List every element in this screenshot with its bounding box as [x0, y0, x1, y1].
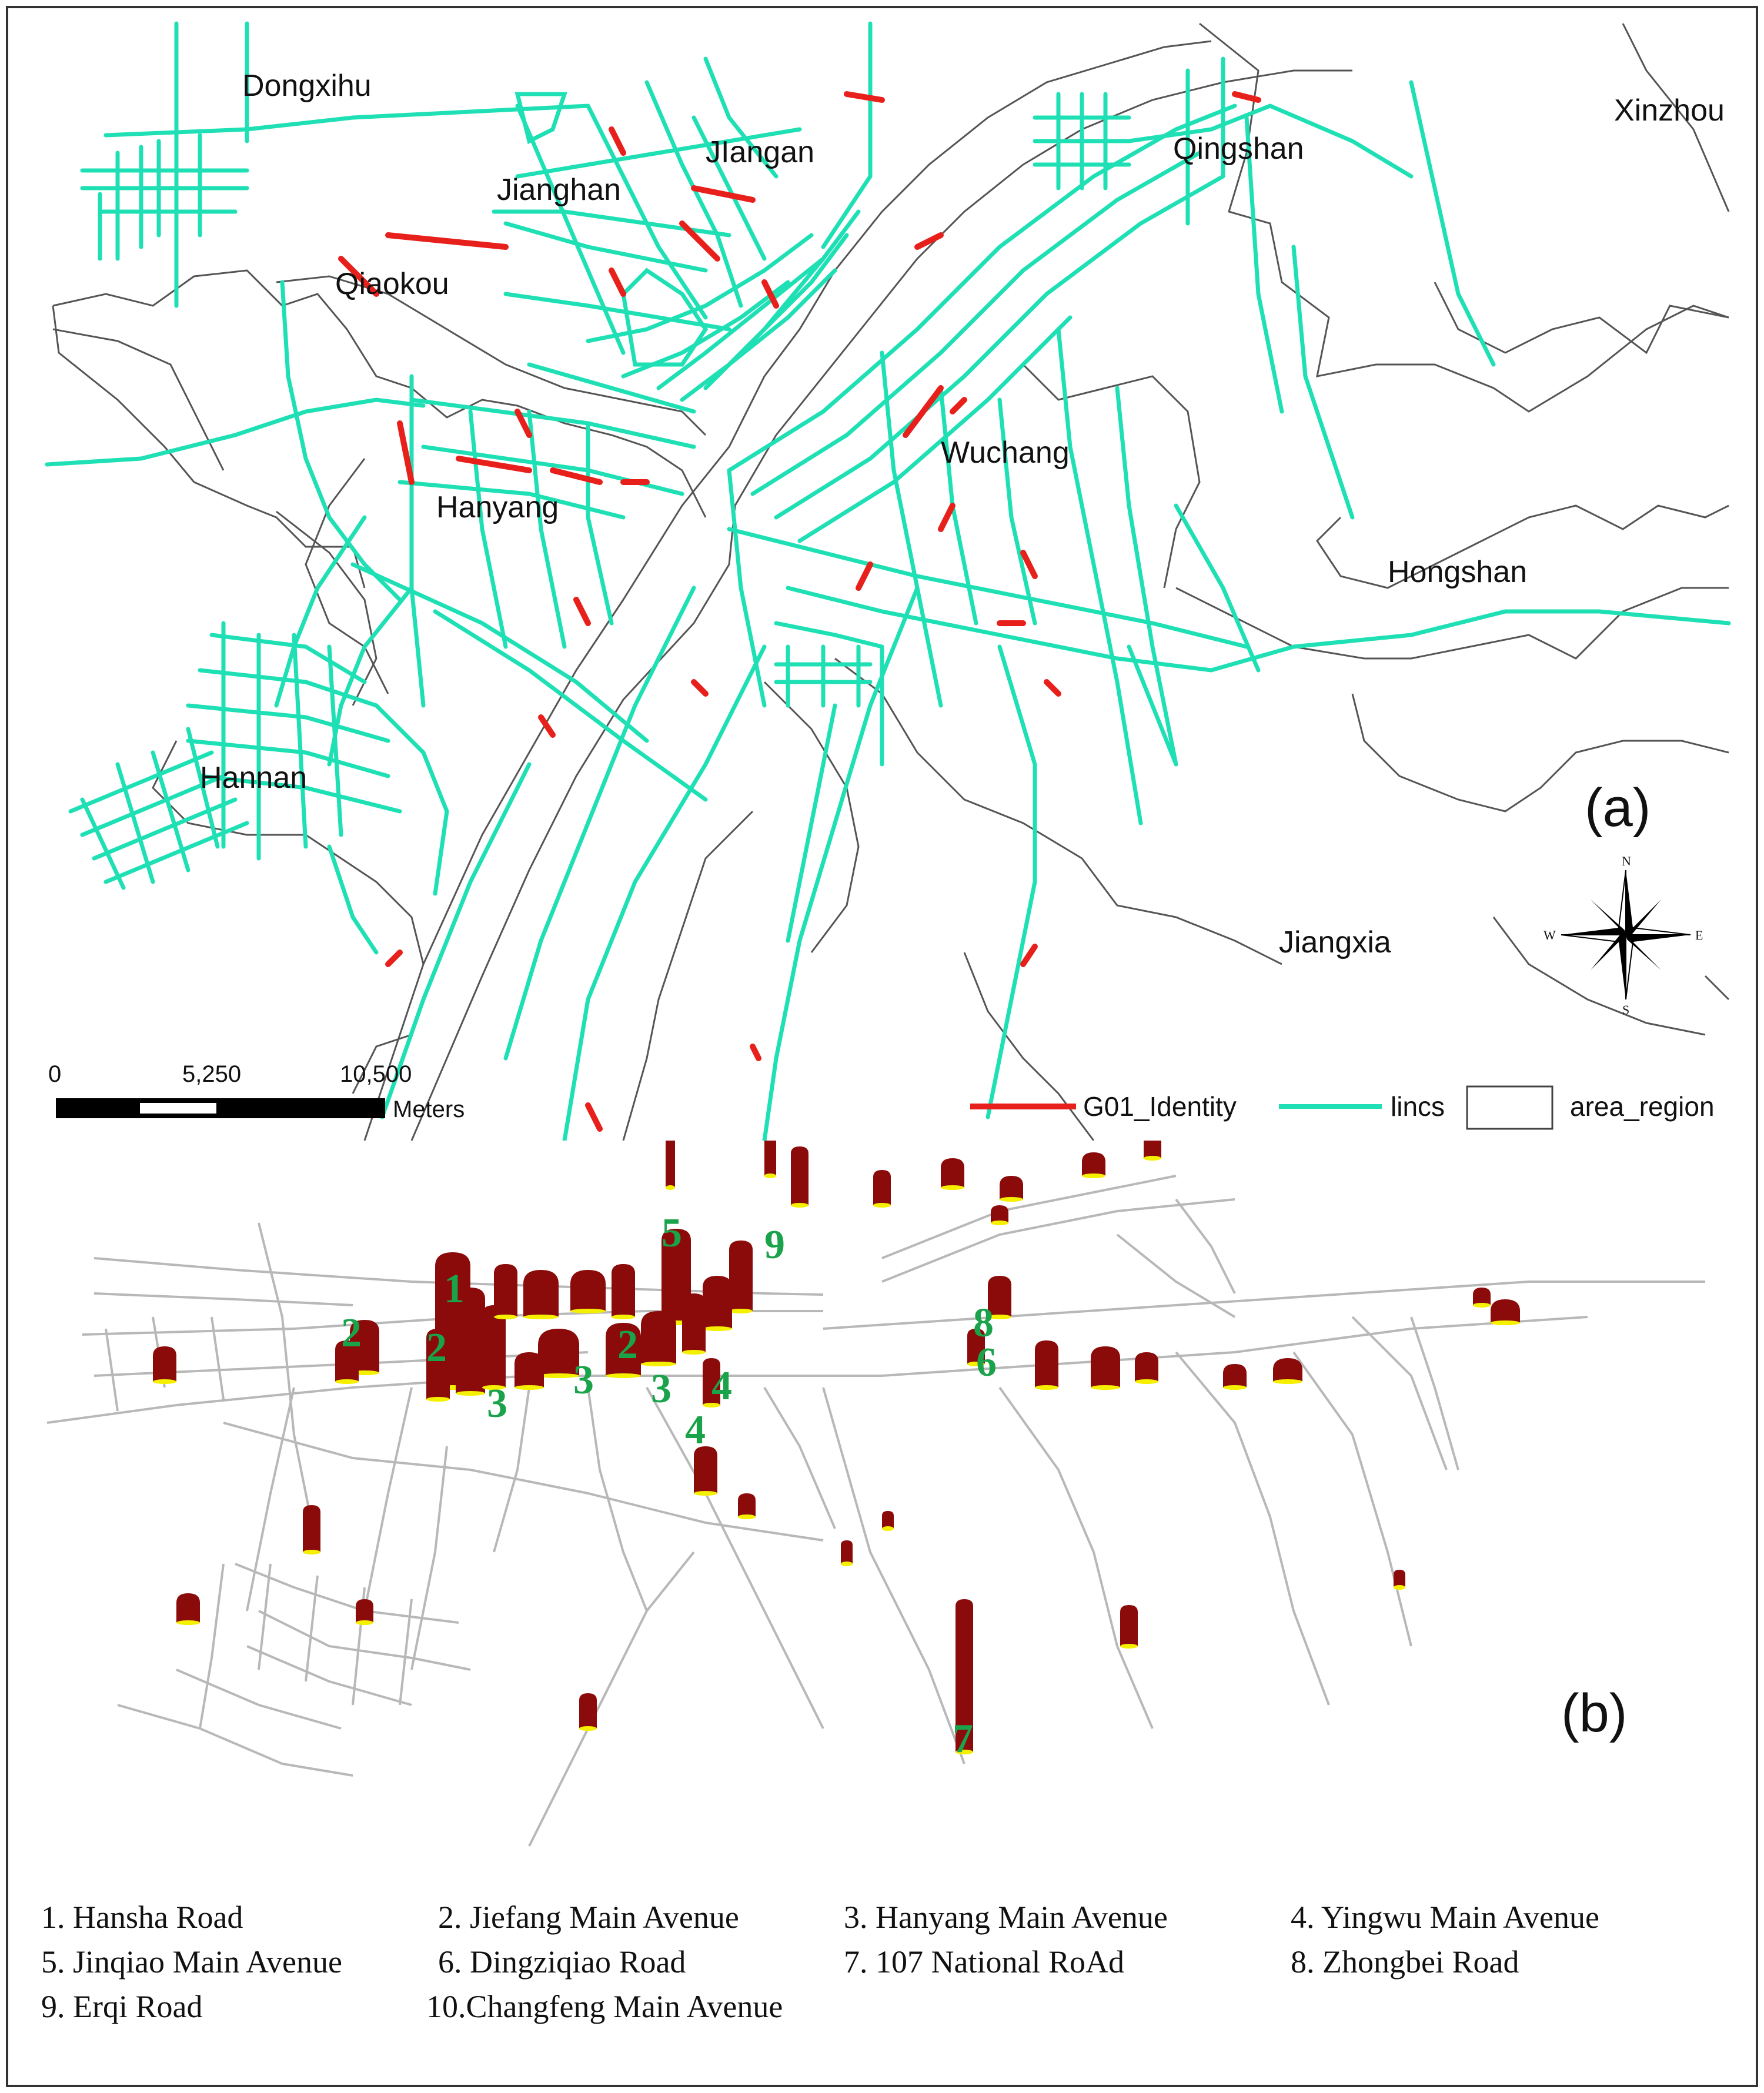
column-base — [570, 1309, 606, 1313]
road-list-row-3 — [41, 1988, 1735, 2033]
panel-b-letter: (b) — [1561, 1683, 1628, 1743]
congestion-column — [570, 1270, 606, 1311]
congestion-column — [1000, 1176, 1023, 1199]
column-base — [991, 1221, 1008, 1225]
road-item: 8. Zhongbei Road — [1291, 1944, 1519, 1980]
district-qiaokou: Qiaokou — [335, 267, 449, 301]
column-base — [176, 1620, 200, 1625]
congestion-column — [1135, 1352, 1158, 1382]
congestion-column — [641, 1311, 676, 1364]
road-number-8: 8 — [973, 1300, 994, 1346]
congestion-column — [738, 1493, 756, 1517]
congestion-column — [694, 1446, 717, 1493]
road-item: 2. Jiefang Main Avenue — [438, 1900, 739, 1935]
3d-congestion-map — [0, 1141, 1764, 1881]
column-base — [456, 1391, 485, 1396]
congestion-column — [1120, 1605, 1138, 1646]
district-jiangan: JIangan — [706, 135, 815, 169]
congestion-column — [841, 1540, 853, 1564]
column-base — [523, 1315, 559, 1319]
compass-n: N — [1622, 854, 1631, 868]
road-list-row-1 — [41, 1899, 1735, 1944]
district-wuchang: Wuchang — [941, 436, 1070, 470]
district-hanyang: Hanyang — [436, 490, 559, 524]
road-item: 3. Hanyang Main Avenue — [844, 1900, 1168, 1935]
road-item: 5. Jinqiao Main Avenue — [41, 1944, 342, 1980]
column-base — [612, 1315, 635, 1319]
column-base — [1082, 1173, 1105, 1178]
congestion-column — [1491, 1299, 1520, 1323]
column-base — [579, 1726, 597, 1731]
column-base — [1223, 1385, 1247, 1390]
congestion-column — [1394, 1570, 1405, 1587]
column-base — [426, 1397, 450, 1402]
district-jiangxia: Jiangxia — [1279, 925, 1391, 959]
column-base — [882, 1526, 894, 1531]
district-dongxihu: Dongxihu — [242, 69, 372, 103]
district-qingshan: Qingshan — [1173, 132, 1304, 166]
road-number-2c: 2 — [617, 1322, 638, 1368]
scale-unit: Meters — [393, 1096, 465, 1122]
scale-tick-5250: 5,250 — [182, 1061, 242, 1087]
road-number-1: 1 — [444, 1266, 465, 1312]
legend-region-label: area_region — [1570, 1091, 1715, 1122]
road-item: 4. Yingwu Main Avenue — [1291, 1900, 1599, 1935]
congestion-column — [991, 1205, 1008, 1223]
map-legend — [970, 1086, 1715, 1129]
column-base — [606, 1373, 641, 1378]
column-base — [682, 1350, 706, 1355]
congestion-column — [791, 1146, 808, 1205]
district-xinzhou: Xinzhou — [1614, 93, 1725, 128]
column-base — [494, 1315, 517, 1319]
road-item: 9. Erqi Road — [41, 1989, 203, 2024]
road-item: 1. Hansha Road — [41, 1900, 243, 1935]
district-labels — [200, 69, 1725, 959]
compass-e: E — [1695, 928, 1703, 942]
column-base — [941, 1185, 964, 1190]
road-number-3b: 3 — [573, 1358, 594, 1403]
congestion-column — [703, 1276, 732, 1329]
column-base — [1491, 1320, 1520, 1325]
congestion-column — [356, 1599, 373, 1623]
road-number-2a: 2 — [341, 1310, 362, 1356]
road-number-3c: 3 — [651, 1366, 671, 1412]
column-base — [738, 1514, 756, 1519]
legend-identity-label: G01_Identity — [1083, 1091, 1237, 1122]
road-number-6: 6 — [976, 1340, 997, 1385]
column-base — [841, 1562, 853, 1566]
column-base — [1473, 1303, 1491, 1308]
legend-lincs-label: lincs — [1391, 1091, 1445, 1122]
column-base — [1144, 1156, 1161, 1161]
column-base — [641, 1362, 676, 1366]
column-base — [1273, 1379, 1302, 1384]
congestion-column — [882, 1511, 894, 1529]
column-base — [873, 1203, 891, 1208]
congestion-column — [1273, 1358, 1302, 1382]
congestion-column — [764, 1141, 776, 1176]
road-item: 10.Changfeng Main Avenue — [426, 1989, 783, 2024]
g01-identity-segments — [341, 94, 1258, 1129]
road-network-gray — [47, 1176, 1705, 1846]
road-item: 6. Dingziqiao Road — [438, 1944, 686, 1980]
column-base — [764, 1173, 776, 1178]
congestion-column — [494, 1264, 517, 1317]
column-base — [666, 1185, 675, 1190]
column-base — [356, 1620, 373, 1625]
column-base — [694, 1491, 717, 1496]
congestion-column — [682, 1293, 706, 1352]
congestion-column — [666, 1141, 675, 1188]
congestion-column — [941, 1158, 964, 1188]
column-base — [1035, 1385, 1058, 1390]
congestion-column — [579, 1693, 597, 1728]
road-number-4a: 4 — [711, 1363, 732, 1409]
column-base — [791, 1203, 808, 1208]
road-number-2b: 2 — [426, 1325, 447, 1370]
congestion-column — [523, 1270, 559, 1317]
congestion-column — [1091, 1346, 1120, 1387]
scale-bar — [48, 1061, 465, 1122]
road-number-9: 9 — [764, 1222, 785, 1268]
congestion-column — [729, 1241, 753, 1311]
district-hannan: Hannan — [200, 761, 308, 795]
road-number-4b: 4 — [685, 1407, 706, 1453]
north-arrow-compass — [1544, 854, 1703, 1017]
column-base — [1394, 1585, 1405, 1590]
compass-s: S — [1622, 1002, 1630, 1017]
column-base — [703, 1326, 732, 1331]
scale-tick-0: 0 — [48, 1061, 62, 1087]
congestion-column — [153, 1346, 176, 1382]
district-hongshan: Hongshan — [1388, 555, 1528, 589]
congestion-column — [1082, 1152, 1105, 1176]
column-base — [303, 1550, 320, 1554]
district-jianghan: Jianghan — [497, 173, 622, 207]
congestion-column — [612, 1264, 635, 1317]
congestion-column — [1035, 1340, 1058, 1387]
column-base — [153, 1379, 176, 1384]
column-base — [335, 1379, 359, 1384]
congestion-column — [303, 1505, 320, 1552]
column-base — [729, 1309, 753, 1313]
congestion-column — [873, 1170, 891, 1205]
column-base — [1000, 1197, 1023, 1202]
road-item: 7. 107 National RoAd — [844, 1944, 1124, 1980]
congestion-column — [1144, 1141, 1161, 1158]
congestion-column — [1473, 1288, 1491, 1305]
scale-tick-10500: 10,500 — [340, 1061, 412, 1087]
congestion-column — [514, 1352, 544, 1387]
road-number-3a: 3 — [487, 1381, 507, 1426]
road-number-7: 7 — [953, 1716, 973, 1761]
congestion-column — [176, 1593, 200, 1623]
column-base — [514, 1385, 544, 1390]
road-list-row-2 — [41, 1944, 1735, 1988]
congestion-column — [1223, 1364, 1247, 1387]
column-base — [1091, 1385, 1120, 1390]
column-base — [1120, 1644, 1138, 1649]
column-base — [1135, 1379, 1158, 1384]
road-number-5: 5 — [662, 1211, 682, 1256]
compass-w: W — [1544, 928, 1556, 942]
panel-a-letter: (a) — [1585, 778, 1651, 838]
